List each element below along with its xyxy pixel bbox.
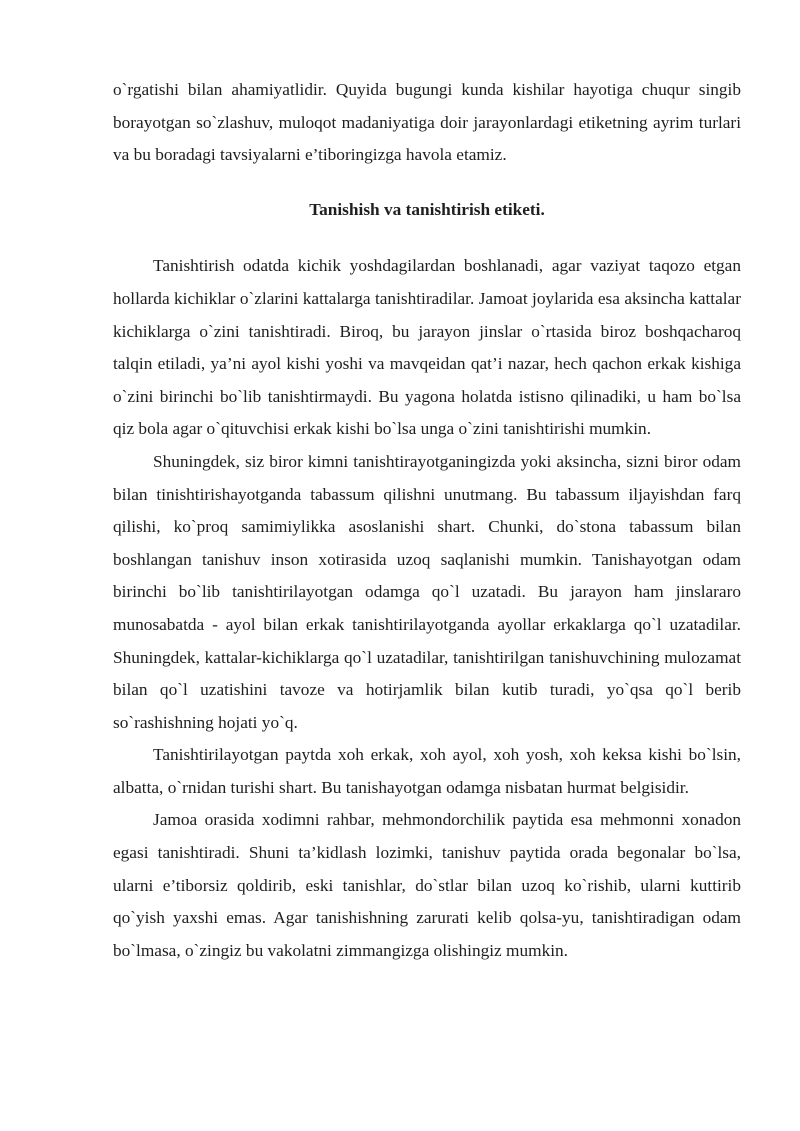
intro-paragraph: o`rgatishi bilan ahamiyatlidir. Quyida bugungi kunda kishilar hayotiga chuqur singib borayotgan so`zlashuv, muloqot madaniyatiga doir jarayonlardagi etiketning ayrim turlari va bu boradagi tavsiyalarni e’tiboringizga havola etamiz. [113,80,741,165]
section-heading: Tanishish va tanishtirish etiketi. [309,199,545,219]
document-page [113,74,741,967]
paragraph-smile-handshake: Shuningdek, siz biror kimni tanishtirayotganingizda yoki aksincha, sizni biror odam bilan tinishtirishayotganda tabassum qilishni unutmang. Bu tabassum iljayishdan farq qilishi, ko`proq samimiylikka asoslanishi shart. Chunki, do`stona tabassum bilan boshlangan tanishuv inson xotirasida uzoq saqlanishi mumkin. Tanishayotgan odam birinchi bo`lib tanishtirilayotgan odamga qo`l uzatadi. Bu jarayon ham jinslararo munosabatda - ayol bilan erkak tanishtirilayotganda ayollar erkaklarga qo`l uzatadilar. Shuningdek, kattalar-kichiklarga qo`l uzatadilar, tanishtirilgan tanishuvchining mulozamat bilan qo`l uzatishini tavoze va hotirjamlik bilan kutib turadi, yo`qsa qo`l berib so`rashishning hojati yo`q. [113,451,741,732]
paragraph-introductions-order: Tanishtirish odatda kichik yoshdagilardan boshlanadi, agar vaziyat taqozo etgan hollarda kichiklar o`zlarini kattalarga tanishtiradilar. Jamoat joylarida esa aksincha kattalar kichiklarga o`zini tanishtiradi. Biroq, bu jarayon jinslar o`rtasida biroz boshqacharoq talqin etiladi, ya’ni ayol kishi yoshi va mavqeidan qat’i nazar, hech qachon erkak kishiga o`zini birinchi bo`lib tanishtirmaydi. Bu yagona holatda istisno qilinadiki, u ham bo`lsa qiz bola agar o`qituvchisi erkak kishi bo`lsa unga o`zini tanishtirishi mumkin. [113,256,741,439]
paragraph-host-introduces: Jamoa orasida xodimni rahbar, mehmondorchilik paytida esa mehmonni xonadon egasi tanishtiradi. Shuni ta’kidlash lozimki, tanishuv paytida orada begonalar bo`lsa, ularni e’tiborsiz qoldirib, eski tanishlar, do`stlar bilan uzoq ko`rishib, ularni kuttirib qo`yish yaxshi emas. Agar tanishishning zarurati kelib qolsa-yu, tanishtiradigan odam bo`lmasa, o`zingiz bu vakolatni zimmangizga olishingiz mumkin. [113,810,741,960]
paragraph-standing-up: Tanishtirilayotgan paytda xoh erkak, xoh ayol, xoh yosh, xoh keksa kishi bo`lsin, albatta, o`rnidan turishi shart. Bu tanishayotgan odamga nisbatan hurmat belgisidir. [113,745,741,797]
